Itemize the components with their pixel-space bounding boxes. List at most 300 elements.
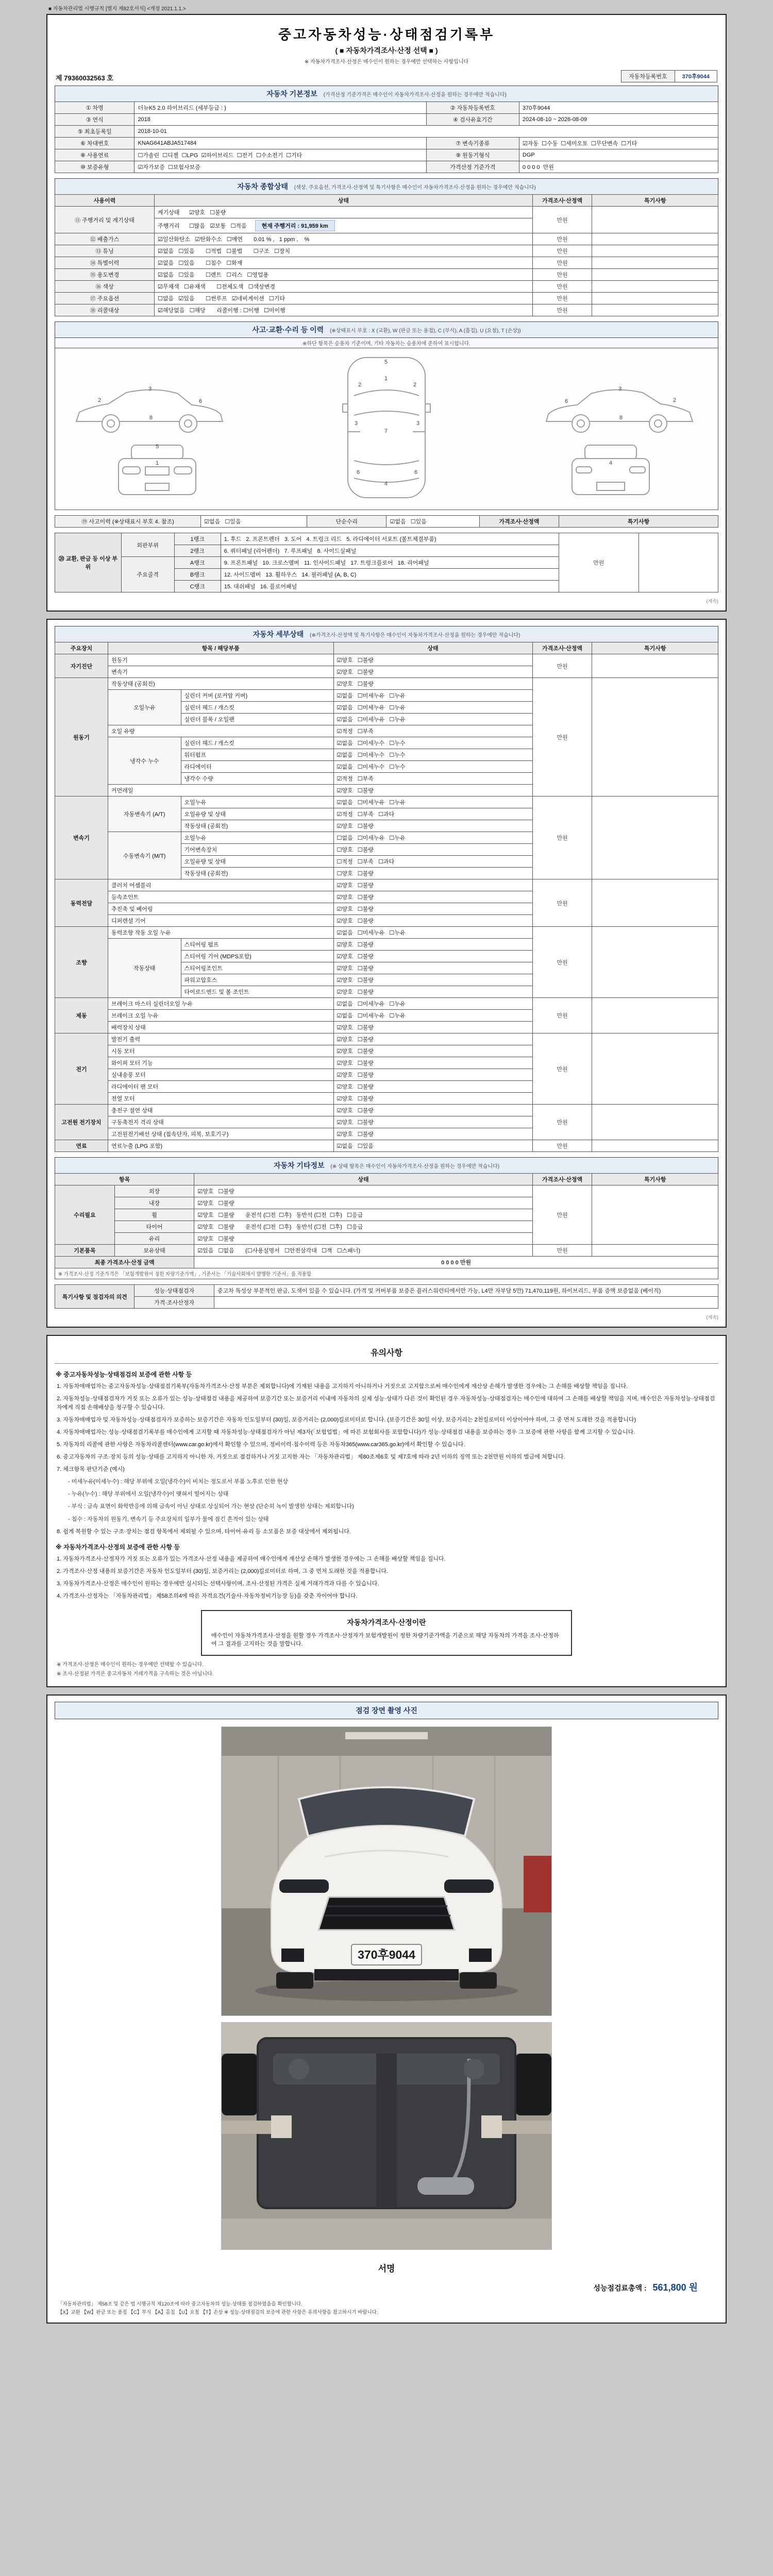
state-cell: ☑양호 ☐불량 bbox=[333, 1022, 532, 1033]
notice-item: - 누유(누수) : 해당 부위에서 오일(냉각수)이 맺혀서 떨어지는 상태 bbox=[68, 1491, 229, 1498]
price-cell: 만원 bbox=[532, 654, 592, 678]
etc-row bbox=[55, 1245, 718, 1257]
item-part: 워터펌프 bbox=[181, 749, 333, 761]
svg-text:4: 4 bbox=[384, 481, 388, 487]
remark-cell bbox=[592, 998, 718, 1033]
item-group-label: 작동상태 bbox=[108, 939, 181, 998]
item-label: ⑯ 색상 bbox=[55, 281, 155, 293]
basic-row bbox=[55, 149, 718, 161]
rear-view-numbers bbox=[609, 460, 612, 466]
item-part: 고전원전기배선 상태 (접속단자, 피복, 보호기구) bbox=[108, 1128, 333, 1140]
inspection-photo-front bbox=[221, 1726, 552, 2016]
state-cell: ☑양호 ☐불량 bbox=[333, 820, 532, 832]
item-part: 와이퍼 모터 기능 bbox=[108, 1057, 333, 1069]
inspector-opinion: 중고차 특성상 부분적인 판금, 도색이 있을 수 있습니다. (가격 및 커버부품 보증은 플러스워런티에서만 가능, L4만 자부담 5만) 71,470,119원, 하이브리드, 부품 증액 보증없음 (베이직) bbox=[214, 1285, 718, 1297]
section-title-accident bbox=[55, 321, 718, 337]
device-label: 고전원 전기장치 bbox=[55, 1105, 108, 1140]
accident-history-table bbox=[55, 515, 718, 528]
underbody-wheel-right bbox=[515, 2054, 551, 2115]
item-label: ⑭ 특별이력 bbox=[55, 257, 155, 269]
item-group-label: 오일누유 bbox=[108, 690, 181, 725]
car-diagram-front-view bbox=[119, 445, 196, 495]
etc-row bbox=[55, 1185, 718, 1197]
state-cell bbox=[155, 218, 533, 233]
group-label: 수리필요 bbox=[55, 1185, 115, 1245]
basic-info-table bbox=[55, 101, 718, 173]
price-cell: 만원 bbox=[532, 879, 592, 927]
checkbox-group: ☑일산화탄소 ☑탄화수소 ☐매연 0.01 % , 1 ppm , % bbox=[158, 236, 310, 243]
device-label: 자기진단 bbox=[55, 654, 108, 678]
state-cell: ☑없음 ☐미세누유 ☐누유 bbox=[333, 1010, 532, 1022]
basic-row bbox=[55, 138, 718, 149]
final-price-label: 최종 가격조사·산정 금액 bbox=[55, 1257, 194, 1268]
price-cell: 만원 bbox=[532, 269, 592, 281]
svg-text:6: 6 bbox=[199, 398, 203, 404]
comp-title-note: (색상, 주요옵션, 가격조사·산정액 및 특기사항은 매수인이 자동차가격조사·산정을 원하는 경우에만 적습니다) bbox=[294, 185, 536, 191]
basic-row bbox=[55, 126, 718, 138]
comprehensive-row bbox=[55, 233, 718, 245]
remark-cell bbox=[592, 1185, 718, 1245]
svg-text:2: 2 bbox=[358, 382, 362, 388]
state-cell bbox=[155, 207, 533, 218]
field-label: ① 차명 bbox=[55, 102, 135, 114]
car-diagram-left-side bbox=[76, 389, 223, 432]
item-part: 스티어링 기어 (MDPS포함) bbox=[181, 951, 333, 962]
basic-title-text: 자동차 기본정보 bbox=[266, 90, 317, 98]
price-cell: 만원 bbox=[532, 796, 592, 879]
current-mileage: 현재 주행거리 : 91,959 km bbox=[255, 220, 335, 231]
field-value: ☑자가보증 ☐보험사보증 bbox=[135, 161, 426, 173]
fee-value: 561,800 원 bbox=[652, 2282, 698, 2293]
state-cell bbox=[155, 257, 533, 269]
remark-cell bbox=[592, 879, 718, 927]
price-cell: 만원 bbox=[532, 1033, 592, 1105]
group-label: 기본품목 bbox=[55, 1245, 115, 1257]
form-header-note: ※ 자동차가격조사·산정은 매수인이 원하는 경우에만 선택하는 사항입니다 bbox=[304, 59, 469, 65]
item-part: 기어변속장치 bbox=[181, 844, 333, 856]
signature-title: 서명 bbox=[378, 2263, 395, 2274]
detail-row bbox=[55, 879, 718, 891]
item-group-label: 냉각수 누수 bbox=[108, 737, 181, 785]
remark-cell bbox=[592, 304, 718, 316]
item-label: ⑰ 주요옵션 bbox=[55, 293, 155, 304]
field-value: ☐가솔린 ☐디젤 ☐LPG ☑하이브리드 ☐전기 ☐수소전기 ☐기타 bbox=[135, 149, 426, 161]
comp-header-state: 상태 bbox=[155, 195, 533, 207]
item-part: 전열 모터 bbox=[108, 1093, 333, 1105]
item-part: 스티어링 펌프 bbox=[181, 939, 333, 951]
field-label: ④ 검사유효기간 bbox=[426, 114, 519, 126]
etc-title-text: 자동차 기타정보 bbox=[273, 1161, 325, 1170]
item-part: 커먼레일 bbox=[108, 785, 333, 796]
car-tire-left bbox=[276, 1972, 313, 1989]
price-cell: 만원 bbox=[532, 304, 592, 316]
etc-header-remark: 특기사항 bbox=[592, 1174, 718, 1185]
state-cell: ☑양호 ☐불량 bbox=[333, 1081, 532, 1093]
svg-text:5: 5 bbox=[384, 359, 388, 365]
item-part: 스티어링조인트 bbox=[181, 962, 333, 974]
main-form-section bbox=[46, 14, 727, 612]
notice-item: 1. 자동차가격조사·산정자가 거짓 또는 오류가 있는 가격조사·산정 내용을 제공하여 매수인에게 재산상 손해가 발생한 경우에는 그 손해를 배상할 책임을 집니다. bbox=[57, 1555, 446, 1562]
inspector-opinion bbox=[214, 1297, 718, 1309]
state-cell: ☑양호 ☐불량 bbox=[333, 666, 532, 678]
item-part: 오일유량 및 상태 bbox=[181, 856, 333, 868]
remark-cell bbox=[592, 1105, 718, 1140]
comprehensive-row bbox=[55, 293, 718, 304]
state-cell: ☑없음 ☐미세누유 ☐누유 bbox=[333, 714, 532, 725]
detail-row bbox=[55, 678, 718, 690]
remarks-table bbox=[55, 1284, 718, 1309]
remark-cell bbox=[592, 269, 718, 281]
item-part: 타이로드엔드 및 볼 조인트 bbox=[181, 986, 333, 998]
svg-text:8: 8 bbox=[619, 415, 623, 421]
basic-row bbox=[55, 114, 718, 126]
state-cell: ☑적정 ☐부족 ☐과다 bbox=[333, 808, 532, 820]
field-label: ⑦ 변속기종류 bbox=[426, 138, 519, 149]
etc-header-price: 가격조사·산정액 bbox=[532, 1174, 592, 1185]
state-cell: ☑양호 ☐불량 bbox=[333, 1105, 532, 1116]
state-cell: ☑양호 ☐불량 bbox=[333, 1093, 532, 1105]
rank-label: B랭크 bbox=[174, 569, 221, 581]
notice-item: 3. 자동차가격조사·산정은 매수인이 원하는 경우에만 실시되는 선택사항이며, 조사·산정된 가격은 실제 거래가격과 다를 수 있습니다. bbox=[57, 1580, 379, 1587]
notice-item: - 미세누유(미세누수) : 해당 부위에 오일(냉각수)이 비치는 정도로서 부품 노후로 인한 현상 bbox=[68, 1479, 288, 1485]
photos-title: 점검 장면 촬영 사진 bbox=[55, 1702, 718, 1719]
price-cell: 만원 bbox=[532, 293, 592, 304]
item-part: 브레이크 오일 누유 bbox=[108, 1010, 333, 1022]
field-value: KNAG641ABJA517484 bbox=[135, 138, 426, 149]
remark-cell bbox=[592, 796, 718, 879]
item-part: 연료누출 (LPG 포함) bbox=[108, 1140, 333, 1152]
rank-parts: 12. 사이드멤버 13. 휠하우스 14. 필러패널 (A, B, C) bbox=[221, 569, 559, 581]
remark-cell bbox=[592, 245, 718, 257]
state-cell: ☑양호 ☐불량 bbox=[333, 1069, 532, 1081]
simple-repair-state: ☑없음 ☐있음 bbox=[386, 516, 479, 528]
item-part: 보유상태 bbox=[114, 1245, 194, 1257]
checkbox-group: ☑없음 ☐있음 ☐침수 ☐화재 bbox=[158, 260, 243, 266]
detail-row bbox=[55, 998, 718, 1010]
item-label: ⑪ 주행거리 및 계기상태 bbox=[55, 207, 155, 233]
item-label: ⑮ 용도변경 bbox=[55, 269, 155, 281]
exchange-label: ⑳ 교환, 판금 등 이상 부위 bbox=[55, 533, 122, 592]
state-cell bbox=[155, 281, 533, 293]
price-cell: 만원 bbox=[532, 998, 592, 1033]
etc-header-state: 상태 bbox=[194, 1174, 532, 1185]
item-part: 오일 유량 bbox=[108, 725, 333, 737]
device-label: 변속기 bbox=[55, 796, 108, 879]
svg-text:2: 2 bbox=[673, 397, 677, 403]
rank-row bbox=[55, 533, 718, 545]
accident-col-price: 가격조사·산정액 bbox=[479, 516, 559, 528]
form-reference: ■ 자동차관리법 시행규칙 [별지 제82호서식] <개정 2021.1.1.> bbox=[48, 6, 186, 12]
rank-parts: 9. 프론트패널 10. 크로스멤버 11. 인사이드패널 17. 트렁크플로어 18. 리어패널 bbox=[221, 557, 559, 569]
final-price-value: 0 0 0 0 만원 bbox=[194, 1257, 718, 1268]
field-value: ☑자동 ☐수동 ☐세미오토 ☐무단변속 ☐기타 bbox=[519, 138, 718, 149]
item-part: 파워고압호스 bbox=[181, 974, 333, 986]
state-cell: ☑양호 ☐불량 bbox=[333, 915, 532, 927]
notices-sec2-title: ※ 자동차가격조사·산정의 보증에 관한 사항 등 bbox=[56, 1543, 180, 1551]
registration-number-box bbox=[621, 70, 717, 82]
rank-parts: 1. 후드 2. 프론트펜더 3. 도어 4. 트렁크 리드 5. 라디에이터 서포트 (볼트체결부품) bbox=[221, 533, 559, 545]
photos-section bbox=[46, 1694, 727, 2324]
checkbox-group: ☐없음 ☑있음 ☐썬루프 ☑네비게이션 ☐기타 bbox=[158, 296, 285, 302]
price-box-title: 자동차가격조사·산정이란 bbox=[347, 1618, 426, 1626]
remark-cell bbox=[592, 1140, 718, 1152]
item-label: ⑬ 튜닝 bbox=[55, 245, 155, 257]
price-basis-note: ※ 가격조사·산정 기준가격은 「보험개발원이 정한 차량기준가액」, 기준서는 「기술사회에서 발행한 기준서」를 적용함 bbox=[55, 1268, 718, 1279]
notices-list-1 bbox=[55, 1382, 718, 1536]
notices-sec1-title: ※ 중고자동차성능·상태점검의 보증에 관한 사항 등 bbox=[56, 1371, 192, 1378]
car-headlight-left bbox=[279, 1879, 329, 1893]
notice-item: - 침수 : 자동차의 원동기, 변속기 등 주요장치의 일부가 물에 잠긴 흔적이 있는 상태 bbox=[68, 1516, 269, 1522]
item-part: 발전기 출력 bbox=[108, 1033, 333, 1045]
detail-row bbox=[55, 1105, 718, 1116]
section-title-detail bbox=[55, 626, 718, 642]
checkbox-group: 주행거리 ☐많음 ☑보통 ☐적음 bbox=[158, 223, 247, 229]
state-cell: ☑없음 ☐있음 bbox=[333, 1140, 532, 1152]
exchange-repair-table bbox=[55, 533, 718, 592]
document-number-row bbox=[56, 70, 717, 82]
notice-item: 7. 체크항목 판단기준 (예시) bbox=[57, 1466, 125, 1473]
field-value: DGP bbox=[519, 149, 718, 161]
device-label: 원동기 bbox=[55, 678, 108, 796]
rank-label: A랭크 bbox=[174, 557, 221, 569]
svg-text:6: 6 bbox=[357, 469, 360, 476]
detail-header-device: 주요장치 bbox=[55, 642, 108, 654]
svg-text:3: 3 bbox=[355, 420, 358, 427]
price-cell: 만원 bbox=[532, 207, 592, 233]
state-cell: ☑양호 ☐불량 bbox=[333, 986, 532, 998]
license-plate-number: 370후9044 bbox=[358, 1947, 415, 1961]
car-tire-right bbox=[460, 1972, 497, 1989]
field-label: ⑧ 사용연료 bbox=[55, 149, 135, 161]
price-cell: 만원 bbox=[532, 233, 592, 245]
item-part: 냉각수 수량 bbox=[181, 773, 333, 785]
checkbox-group: ☑무채색 ☐유채색 ☐전체도색 ☐색상변경 bbox=[158, 284, 275, 290]
item-part: 실린더 커버 (로커암 커버) bbox=[181, 690, 333, 702]
state-cell: ☑양호 ☐불량 bbox=[333, 1033, 532, 1045]
notices-section bbox=[46, 1335, 727, 1687]
item-part: 실린더 블록 / 오일팬 bbox=[181, 714, 333, 725]
comprehensive-row bbox=[55, 269, 718, 281]
panel-group-label: 외판부위 bbox=[121, 533, 174, 557]
state-cell: ☑적정 ☐부족 bbox=[333, 773, 532, 785]
comp-header-price: 가격조사·산정액 bbox=[532, 195, 592, 207]
basic-row bbox=[55, 161, 718, 173]
car-headlight-right bbox=[444, 1879, 494, 1893]
remark-cell bbox=[592, 1033, 718, 1105]
notices-list-2 bbox=[55, 1555, 718, 1601]
rank-label: 2랭크 bbox=[174, 545, 221, 557]
field-value: 더뉴K5 2.0 하이브리드 (세부등급 : ) bbox=[135, 102, 426, 114]
state-cell: ☑양호 ☐불량 bbox=[333, 951, 532, 962]
price-box-note: ※ 조사·산정된 가격은 중고자동차 거래가격을 구속하는 것은 아닙니다. bbox=[57, 1671, 214, 1677]
state-cell: ☐적정 ☐부족 ☐과다 bbox=[333, 856, 532, 868]
detail-row bbox=[55, 1140, 718, 1152]
comp-title-text: 자동차 종합상태 bbox=[237, 182, 288, 191]
notice-item: 4. 자동차매매업자는 성능·상태점검기록부를 매수인에게 고지할 때 자동차성능·상태점검자가 아닌 제3자(「보험업법」에 따른 보험회사를 포함합니다)가 성능·상태점검 내용을 보증하는 경우 그 보증에 관한 사항을 함께 고지할 수 있습니다. bbox=[57, 1429, 635, 1436]
state-cell: ☑양호 ☐불량 bbox=[333, 785, 532, 796]
field-label: ⑤ 최초등록일 bbox=[55, 126, 135, 138]
device-label: 조향 bbox=[55, 927, 108, 998]
item-part: 동력조향 작동 오일 누유 bbox=[108, 927, 333, 939]
comprehensive-row bbox=[55, 304, 718, 316]
field-value: 2018 bbox=[135, 114, 426, 126]
state-cell: ☑없음 ☐미세누유 ☐누유 bbox=[333, 796, 532, 808]
remarks-block-label: 특기사항 및 점검자의 의견 bbox=[55, 1285, 135, 1309]
state-cell: ☑양호 ☐불량 bbox=[333, 974, 532, 986]
item-part: 휠 bbox=[114, 1209, 194, 1221]
svg-text:1: 1 bbox=[156, 460, 159, 466]
detail-header-price: 가격조사·산정액 bbox=[532, 642, 592, 654]
section-title-basic bbox=[55, 86, 718, 101]
item-part: 구동축전지 격리 상태 bbox=[108, 1116, 333, 1128]
notice-item: 5. 자동차의 리콜에 관한 사항은 자동차리콜센터(www.car.go.kr)에서 확인할 수 있으며, 정비이력·침수이력 등은 자동차365(www.car365.go.kr)에서 확인할 수 있습니다. bbox=[57, 1442, 465, 1448]
item-part: 등속조인트 bbox=[108, 891, 333, 903]
remark-cell bbox=[592, 678, 718, 796]
reg-no-value: 370후9044 bbox=[675, 71, 717, 82]
price-cell: 만원 bbox=[532, 1185, 592, 1245]
comprehensive-row bbox=[55, 207, 718, 218]
state-cell bbox=[155, 233, 533, 245]
rank-parts: 6. 쿼터패널 (리어펜더) 7. 루프패널 8. 사이드실패널 bbox=[221, 545, 559, 557]
state-cell: ☑양호 ☐불량 bbox=[333, 1128, 532, 1140]
form-subtitle: ( ■ 자동차가격조사·산정 선택 ■ ) bbox=[335, 46, 438, 55]
car-diagram-rear-view bbox=[572, 445, 649, 495]
price-cell: 만원 bbox=[532, 1245, 592, 1257]
field-value: 2018-10-01 bbox=[135, 126, 718, 138]
document-sheet bbox=[46, 0, 727, 2341]
state-cell: ☑양호 ☐불량 bbox=[333, 678, 532, 690]
item-group-label: 자동변속기 (A/T) bbox=[108, 796, 181, 832]
section-title-comprehensive bbox=[55, 178, 718, 194]
item-part: 외장 bbox=[114, 1185, 194, 1197]
accident-note2: ※하단 항목은 승용차 기준이며, 기타 자동차는 승용차에 준하여 표시합니다. bbox=[55, 337, 718, 348]
item-part: 브레이크 마스터 실린더오일 누유 bbox=[108, 998, 333, 1010]
price-cell: 만원 bbox=[532, 1140, 592, 1152]
field-label: 가격산정 기준가격 bbox=[426, 161, 519, 173]
etc-title-note: (※ 상태 항목은 매수인이 자동차가격조사·산정을 원하는 경우에만 적습니다) bbox=[330, 1164, 500, 1170]
continue-marker: (계속) bbox=[706, 599, 718, 604]
svg-text:6: 6 bbox=[565, 398, 568, 404]
field-value: 370후9044 bbox=[519, 102, 718, 114]
detail-state-section bbox=[46, 619, 727, 1328]
reg-no-label: 자동차등록번호 bbox=[621, 71, 675, 82]
svg-text:1: 1 bbox=[384, 376, 388, 382]
device-label: 전기 bbox=[55, 1033, 108, 1105]
comprehensive-row bbox=[55, 257, 718, 269]
state-cell: ☑양호 ☐불량 bbox=[333, 879, 532, 891]
page-title: 중고자동차성능·상태점검기록부 bbox=[278, 27, 495, 42]
item-part: 작동상태 (공회전) bbox=[181, 868, 333, 879]
price-cell: 만원 bbox=[532, 257, 592, 269]
svg-text:8: 8 bbox=[149, 415, 153, 421]
item-part: 라디에이터 팬 모터 bbox=[108, 1081, 333, 1093]
svg-text:3: 3 bbox=[416, 420, 420, 427]
detail-row bbox=[55, 654, 718, 666]
state-cell: ☑없음 ☐미세누유 ☐누유 bbox=[333, 690, 532, 702]
car-diagram-svg bbox=[55, 350, 718, 505]
comp-header-remark: 특기사항 bbox=[592, 195, 718, 207]
notice-item: 3. 자동차매매업자 및 자동차성능·상태점검자가 보증하는 보증기간은 자동차 인도일부터 (30)일, 보증거리는 (2,000)킬로미터로 합니다. (보증기간은 30일 이상, 보증거리는 2천킬로미터 이상이어야 하며, 그 중 먼저 도래한 것을 적용합니다) bbox=[57, 1417, 636, 1423]
item-part: 배력장치 상태 bbox=[108, 1022, 333, 1033]
remark-cell bbox=[592, 233, 718, 245]
state-cell: ☑양호 ☐불량 bbox=[333, 1057, 532, 1069]
state-cell: ☑양호 ☐불량 bbox=[333, 1045, 532, 1057]
rank-label: C랭크 bbox=[174, 581, 221, 592]
item-label: ⑫ 배출가스 bbox=[55, 233, 155, 245]
svg-text:3: 3 bbox=[148, 386, 152, 392]
detail-header-state: 상태 bbox=[333, 642, 532, 654]
accident-history-label: ⑲ 사고이력 (※상태표시 부호 4. 참조) bbox=[55, 516, 201, 528]
notice-item: - 부식 : 금속 표면이 화학반응에 의해 금속이 아닌 상태로 상실되어 가는 현상 (단순히 녹이 발생한 상태는 제외합니다) bbox=[68, 1503, 354, 1510]
etc-info-table bbox=[55, 1173, 718, 1279]
state-cell: ☑양호 ☐불량 bbox=[333, 939, 532, 951]
inspector-role: 가격·조사산정자 bbox=[135, 1297, 214, 1309]
car-fog-light-right bbox=[469, 1948, 492, 1962]
detail-header-remark: 특기사항 bbox=[592, 642, 718, 654]
price-cell: 만원 bbox=[559, 533, 638, 592]
svg-text:2: 2 bbox=[413, 382, 417, 388]
basic-title-note: (가격산정 기준가격은 매수인이 자동차가격조사·산정을 원하는 경우에만 적습니다) bbox=[323, 92, 507, 98]
panel-group-label: 주요골격 bbox=[121, 557, 174, 592]
state-cell: ☑없음 ☐미세누수 ☐누수 bbox=[333, 749, 532, 761]
state-cell: ☑양호 ☐불량 운전석 (☐전 ☐후) 동반석 (☐전 ☐후) ☐응급 bbox=[194, 1221, 532, 1233]
item-part: 오일유량 및 상태 bbox=[181, 808, 333, 820]
price-box-notes bbox=[55, 1661, 718, 1679]
svg-text:3: 3 bbox=[618, 386, 622, 392]
remark-cell bbox=[592, 281, 718, 293]
car-diagram-right-side bbox=[546, 389, 693, 432]
state-cell: ☑적정 ☐부족 bbox=[333, 725, 532, 737]
field-label: ⑩ 보증유형 bbox=[55, 161, 135, 173]
svg-text:5: 5 bbox=[156, 444, 159, 450]
item-part: 실린더 헤드 / 개스킷 bbox=[181, 737, 333, 749]
field-label: ② 자동차등록번호 bbox=[426, 102, 519, 114]
inspector-role: 성능·상태점검자 bbox=[135, 1285, 214, 1297]
item-group-label: 수동변속기 (M/T) bbox=[108, 832, 181, 879]
state-cell: ☑양호 ☐불량 bbox=[333, 962, 532, 974]
inspection-photo-underbody bbox=[221, 2022, 552, 2250]
continue-marker: (계속) bbox=[706, 1315, 718, 1320]
remark-cell bbox=[638, 533, 718, 592]
inspector-remark-row bbox=[55, 1285, 718, 1297]
item-part: 작동상태 (공회전) bbox=[181, 820, 333, 832]
item-part: 실내송풍 모터 bbox=[108, 1069, 333, 1081]
device-label: 연료 bbox=[55, 1140, 108, 1152]
state-cell: ☑없음 ☐미세누유 ☐누유 bbox=[333, 702, 532, 714]
car-grille bbox=[318, 1897, 455, 1930]
state-cell bbox=[155, 304, 533, 316]
accident-title-note: (※상태표시 부호 : X (교환), W (판금 또는 용접), C (부식), A (흠집), U (요철), T (손상)) bbox=[330, 328, 521, 334]
state-cell: ☑양호 ☐불량 bbox=[194, 1233, 532, 1245]
item-part: 내장 bbox=[114, 1197, 194, 1209]
notice-item: 2. 가격조사·산정 내용의 보증기간은 자동차 인도일부터 (30)일, 보증거리는 (2,000)킬로미터로 하며, 그 중 먼저 도래한 것을 적용합니다. bbox=[57, 1568, 388, 1574]
item-label: ⑱ 리콜대상 bbox=[55, 304, 155, 316]
accident-title-text: 사고·교환·수리 등 이력 bbox=[252, 326, 324, 334]
checkbox-group: ☑없음 ☐있음 ☐적법 ☐불법 ☐구조 ☐장치 bbox=[158, 248, 291, 255]
state-cell: ☑없음 ☐미세누수 ☐누수 bbox=[333, 761, 532, 773]
fee-label: 성능점검료총액 : bbox=[593, 2283, 647, 2292]
svg-text:4: 4 bbox=[609, 460, 613, 466]
price-cell: 만원 bbox=[532, 678, 592, 796]
state-cell: ☑양호 ☐불량 bbox=[333, 654, 532, 666]
item-part: 오일누유 bbox=[181, 796, 333, 808]
field-label: ⑨ 원동기형식 bbox=[426, 149, 519, 161]
remark-cell bbox=[592, 293, 718, 304]
state-cell bbox=[155, 293, 533, 304]
state-cell: ☑양호 ☐불량 bbox=[333, 891, 532, 903]
state-cell bbox=[155, 245, 533, 257]
field-value: 2024-08-10 ~ 2026-08-09 bbox=[519, 114, 718, 126]
